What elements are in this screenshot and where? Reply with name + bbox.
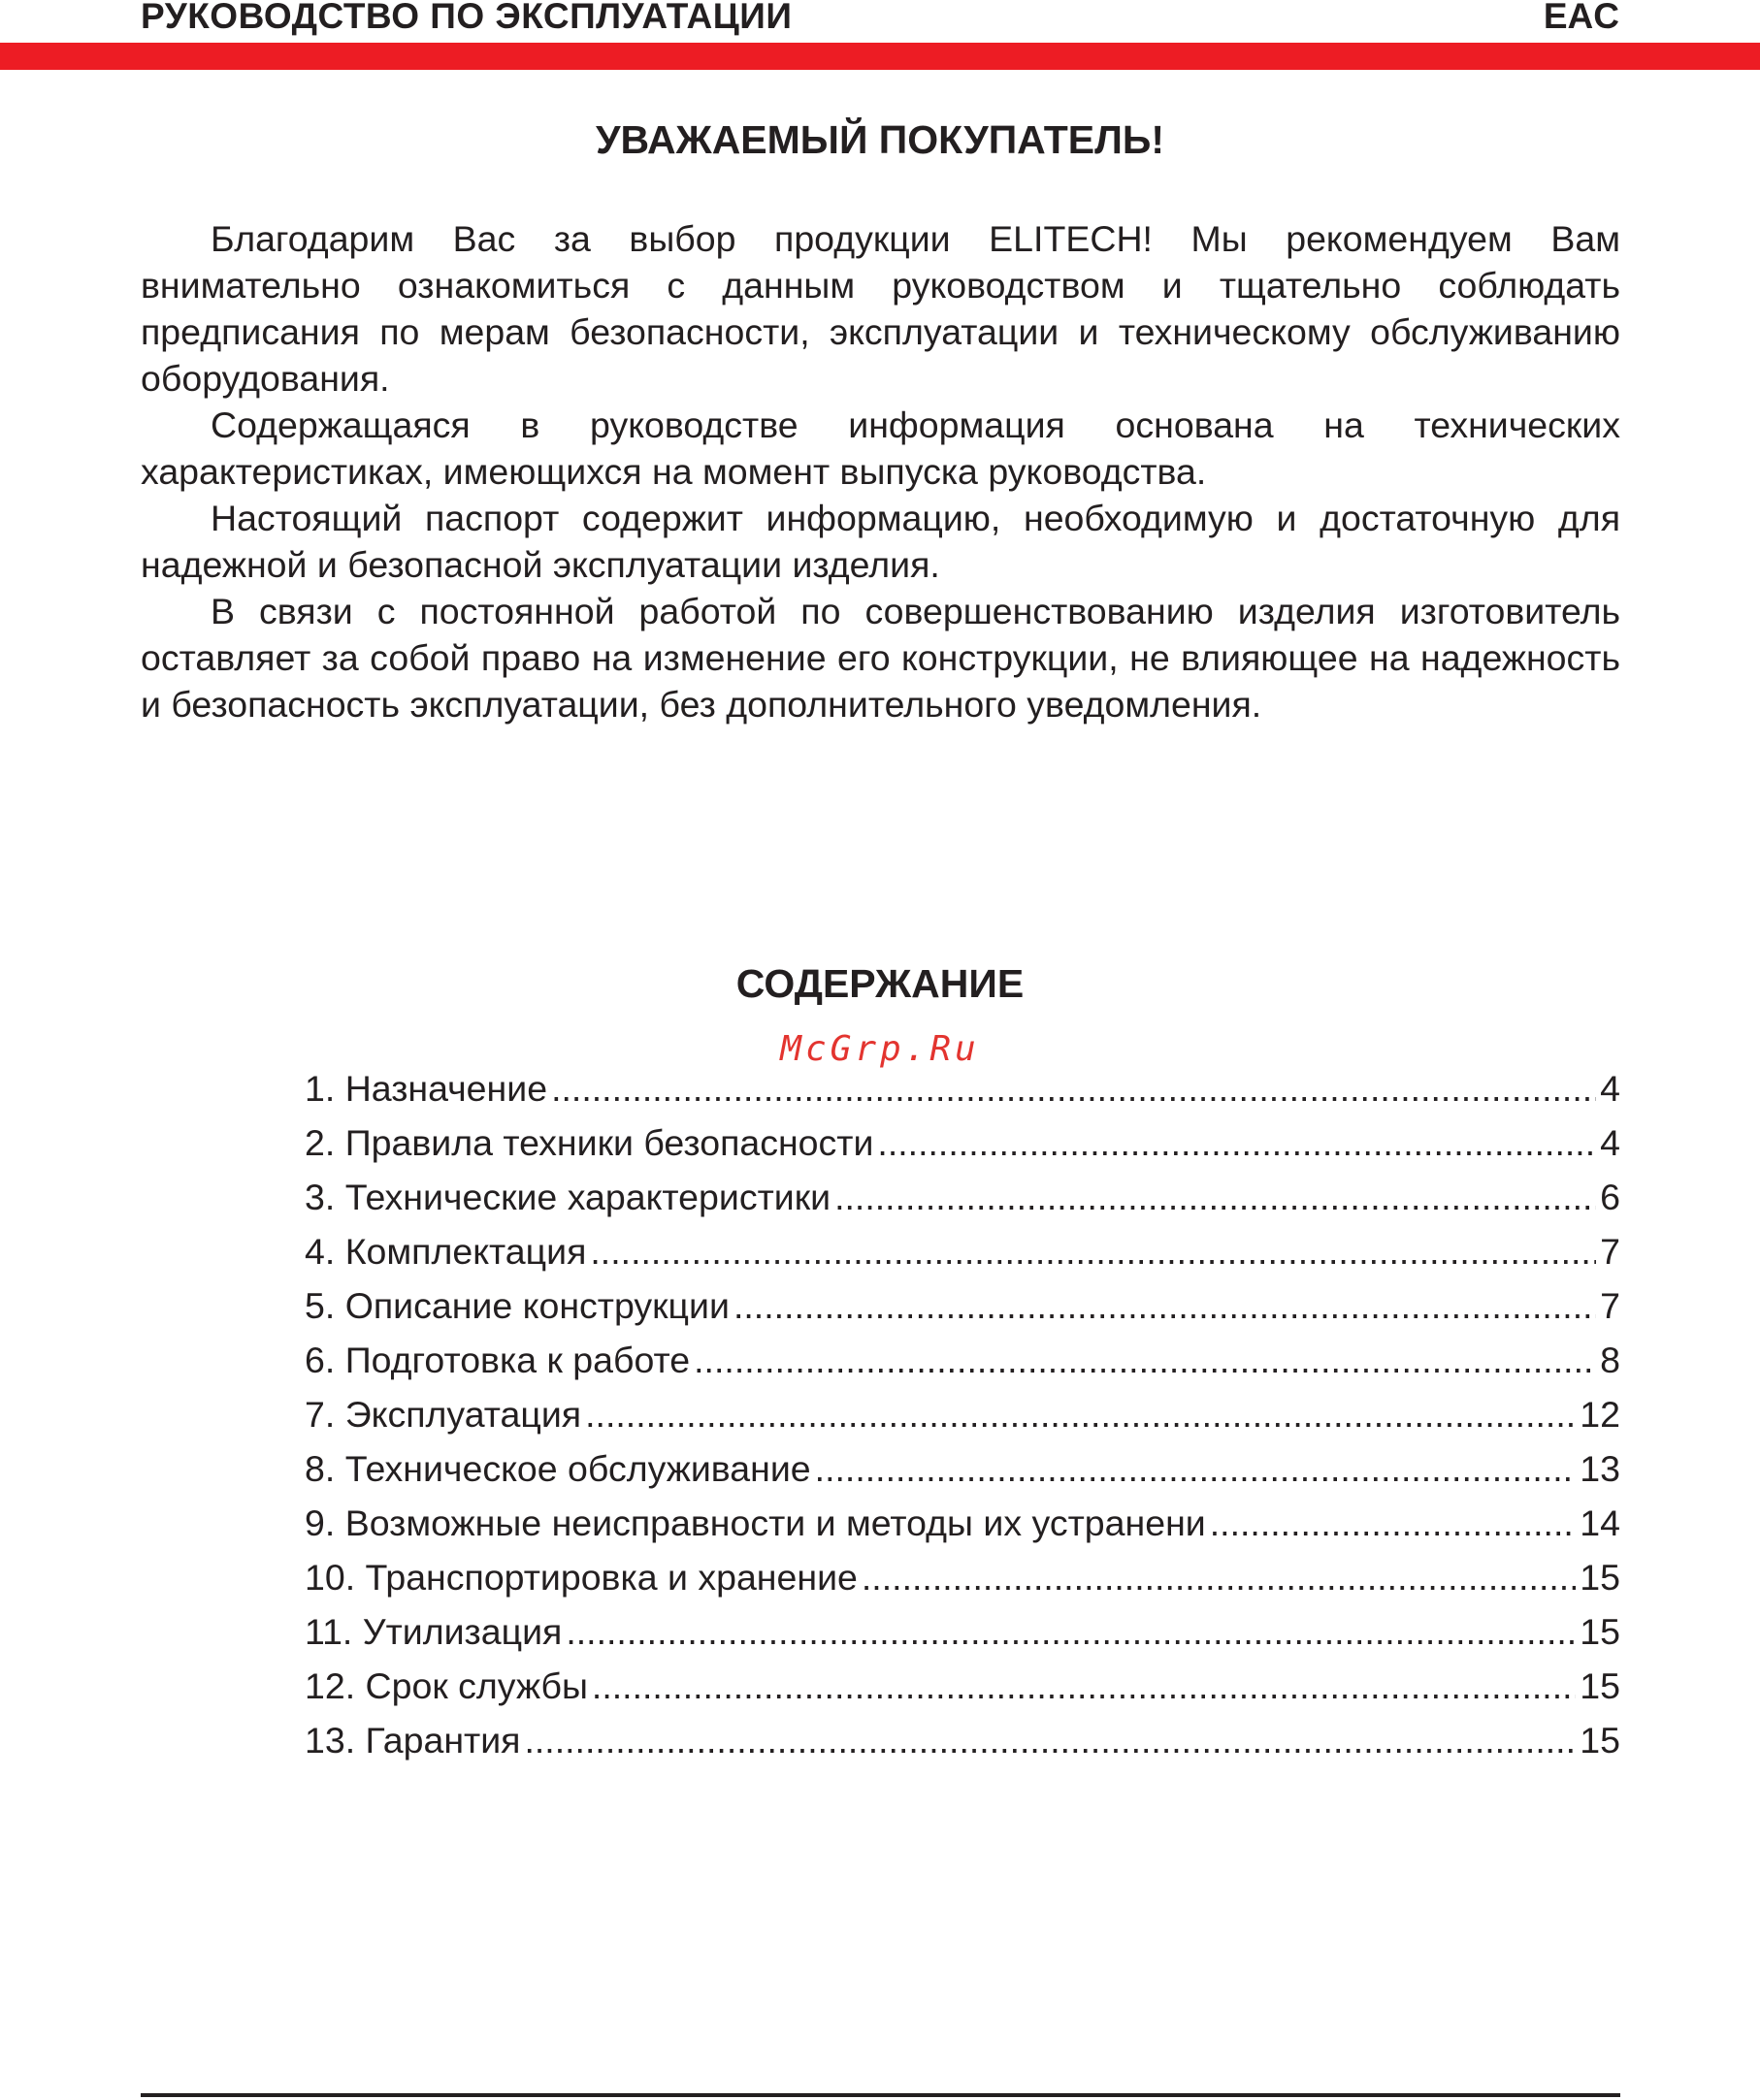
intro-text <box>141 215 1620 727</box>
toc-entry-page: 7 <box>1600 1285 1620 1326</box>
toc-entry[interactable] <box>305 1224 1620 1278</box>
toc-entry-label: 1. Назначение <box>305 1068 548 1109</box>
toc-entry-label: 2. Правила техники безопасности <box>305 1122 874 1163</box>
toc-entry-page: 6 <box>1600 1177 1620 1217</box>
toc-leader-dots <box>862 1550 1576 1604</box>
toc-leader-dots <box>815 1441 1577 1496</box>
toc-entry-page: 12 <box>1580 1394 1620 1435</box>
toc-entry-label: 13. Гарантия <box>305 1720 521 1761</box>
toc-entry[interactable] <box>305 1115 1620 1170</box>
toc-entry-label: 8. Техническое обслуживание <box>305 1448 811 1489</box>
watermark-text: McGrp.Ru <box>780 1029 980 1069</box>
toc-leader-dots <box>566 1604 1576 1659</box>
toc-entry-page: 4 <box>1600 1122 1620 1163</box>
header-red-bar <box>0 43 1760 70</box>
toc-entry[interactable] <box>305 1604 1620 1659</box>
toc-entry-label: 3. Технические характеристики <box>305 1177 831 1217</box>
toc-entry-label: 10. Транспортировка и хранение <box>305 1557 858 1598</box>
toc-entry-page: 4 <box>1600 1068 1620 1109</box>
toc-leader-dots <box>590 1224 1596 1278</box>
eac-mark: EAC <box>1543 0 1619 36</box>
toc-heading: СОДЕРЖАНИЕ <box>735 961 1025 1006</box>
toc-leader-dots <box>834 1170 1596 1224</box>
toc-entry-label: 5. Описание конструкции <box>305 1285 730 1326</box>
toc-leader-dots <box>694 1333 1596 1387</box>
toc-entry-page: 7 <box>1600 1231 1620 1272</box>
intro-paragraph: Благодарим Вас за выбор продукции ELITECH! Мы рекомендуем Вам внимательно ознакомиться с данным руководством и тщательно соблюдать предписания по мерам безопасности, эксплуатации и техническому обслуживанию оборудования. <box>141 218 1620 399</box>
intro-paragraph: Настоящий паспорт содержит информацию, необходимую и достаточную для надежной и безопасной эксплуатации изделия. <box>141 498 1620 585</box>
toc-entry-page: 8 <box>1600 1340 1620 1380</box>
intro-paragraph: Содержащаяся в руководстве информация основана на технических характеристиках, имеющихся на момент выпуска руководства. <box>141 404 1620 492</box>
toc-entry[interactable] <box>305 1061 1620 1115</box>
toc-leader-dots <box>733 1278 1596 1333</box>
toc-entry[interactable] <box>305 1387 1620 1441</box>
toc-entry[interactable] <box>305 1333 1620 1387</box>
toc-entry-page: 15 <box>1580 1557 1620 1598</box>
toc-leader-dots <box>551 1061 1596 1115</box>
toc-entry[interactable] <box>305 1278 1620 1333</box>
toc-entry-page: 15 <box>1580 1611 1620 1652</box>
toc-entry[interactable] <box>305 1659 1620 1713</box>
toc-entry[interactable] <box>305 1550 1620 1604</box>
toc-entry-label: 12. Срок службы <box>305 1665 588 1706</box>
toc-leader-dots <box>592 1659 1576 1713</box>
intro-paragraph: В связи с постоянной работой по совершенствованию изделия изготовитель оставляет за собой право на изменение его конструкции, не влияющее на надежность и безопасность эксплуатации, без дополнительного уведомления. <box>141 591 1620 725</box>
toc-entry-label: 7. Эксплуатация <box>305 1394 582 1435</box>
toc-leader-dots <box>585 1387 1576 1441</box>
greeting-heading: УВАЖАЕМЫЙ ПОКУПАТЕЛЬ! <box>595 117 1165 162</box>
footer-rule <box>141 2093 1620 2097</box>
toc-entry[interactable] <box>305 1496 1620 1550</box>
toc-entry-page: 15 <box>1580 1720 1620 1761</box>
table-of-contents <box>305 1061 1620 1767</box>
toc-entry[interactable] <box>305 1713 1620 1767</box>
toc-entry[interactable] <box>305 1441 1620 1496</box>
toc-leader-dots <box>524 1713 1576 1767</box>
toc-entry-page: 15 <box>1580 1665 1620 1706</box>
toc-entry-page: 13 <box>1580 1448 1620 1489</box>
toc-entry-label: 6. Подготовка к работе <box>305 1340 691 1380</box>
toc-entry-page: 14 <box>1580 1502 1620 1543</box>
toc-entry-label: 9. Возможные неисправности и методы их устранени <box>305 1502 1206 1543</box>
toc-leader-dots <box>877 1115 1596 1170</box>
toc-entry[interactable] <box>305 1170 1620 1224</box>
toc-entry-label: 4. Комплектация <box>305 1231 587 1272</box>
toc-entry-label: 11. Утилизация <box>305 1611 563 1652</box>
toc-leader-dots <box>1210 1496 1577 1550</box>
manual-title: РУКОВОДСТВО ПО ЭКСПЛУАТАЦИИ <box>141 0 793 36</box>
